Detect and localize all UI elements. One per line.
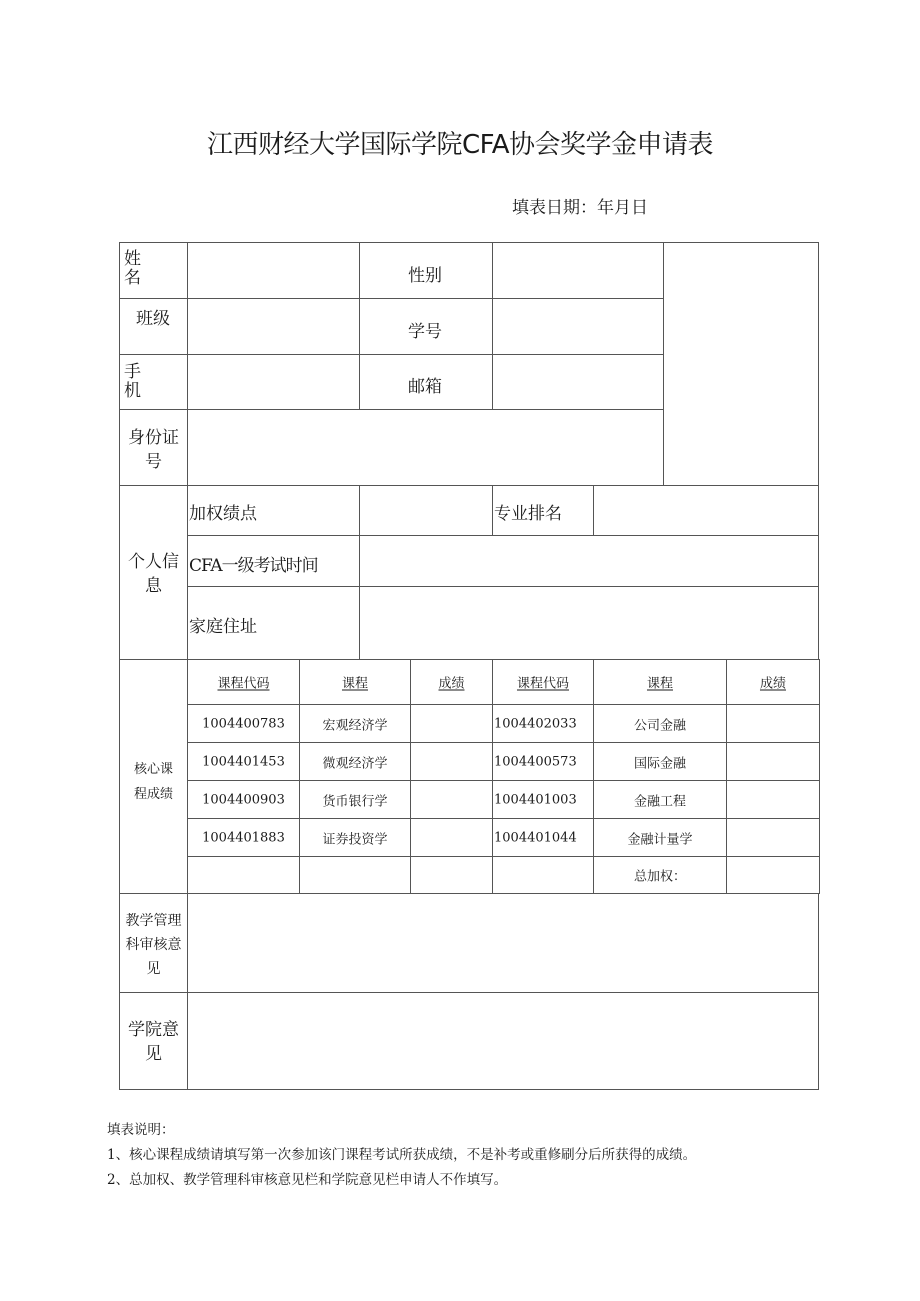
cfa-exam-label: CFA一级考试时间 bbox=[189, 556, 318, 576]
photo-box[interactable] bbox=[663, 242, 819, 486]
course-cell bbox=[187, 818, 300, 857]
empty-cell[interactable] bbox=[299, 856, 411, 894]
course-cell bbox=[593, 704, 727, 743]
course-cell bbox=[593, 818, 727, 857]
course-name: 国际金融 bbox=[633, 756, 686, 771]
address-label-cell bbox=[187, 586, 360, 660]
gender-input[interactable] bbox=[492, 242, 664, 299]
course-header-cell bbox=[726, 659, 820, 705]
course-name: 证券投资学 bbox=[322, 832, 388, 847]
course-header-cell bbox=[492, 659, 594, 705]
course-code: 1004400903 bbox=[202, 792, 285, 807]
class-label: 班级 bbox=[136, 309, 170, 329]
total-weighted-label-cell bbox=[593, 856, 727, 894]
course-cell bbox=[187, 742, 300, 781]
course-name: 金融计量学 bbox=[627, 832, 693, 847]
course-cell bbox=[299, 742, 411, 781]
course-name: 宏观经济学 bbox=[322, 718, 388, 733]
personal-section-label-cell bbox=[119, 485, 188, 660]
course-cell bbox=[492, 818, 594, 857]
college-review-label: 学院意 见 bbox=[128, 1020, 179, 1064]
course-code: 1004400573 bbox=[494, 754, 577, 769]
course-cell bbox=[492, 704, 594, 743]
email-label-cell bbox=[359, 354, 493, 410]
student-id-input[interactable] bbox=[492, 298, 664, 355]
course-code: 1004400783 bbox=[202, 716, 285, 731]
course-cell bbox=[299, 780, 411, 819]
id-card-input[interactable] bbox=[187, 409, 664, 486]
student-id-label: 学号 bbox=[408, 322, 442, 342]
grade-input[interactable] bbox=[726, 780, 820, 819]
name-label: 姓 名 bbox=[124, 249, 141, 288]
grade-input[interactable] bbox=[726, 742, 820, 781]
course-header-cell bbox=[593, 659, 727, 705]
course-cell bbox=[492, 742, 594, 781]
empty-cell[interactable] bbox=[492, 856, 594, 894]
form-notes bbox=[107, 1118, 696, 1193]
courses-section-label: 核心课 程成绩 bbox=[133, 762, 173, 802]
course-header-label: 课程代码 bbox=[516, 676, 569, 692]
grade-input[interactable] bbox=[410, 780, 493, 819]
gpa-label-cell bbox=[187, 485, 360, 536]
gender-label-cell bbox=[359, 242, 493, 299]
major-rank-input[interactable] bbox=[593, 485, 819, 536]
course-name: 微观经济学 bbox=[322, 756, 388, 771]
class-input[interactable] bbox=[187, 298, 360, 355]
course-cell bbox=[593, 780, 727, 819]
id-card-label-cell bbox=[119, 409, 188, 486]
email-label: 邮箱 bbox=[408, 377, 442, 397]
address-input[interactable] bbox=[359, 586, 819, 660]
college-review-input[interactable] bbox=[187, 992, 819, 1090]
total-weighted-input[interactable] bbox=[726, 856, 820, 894]
grade-input[interactable] bbox=[410, 818, 493, 857]
course-header-label: 课程 bbox=[646, 676, 673, 692]
grade-input[interactable] bbox=[726, 704, 820, 743]
id-card-label: 身份证 号 bbox=[128, 428, 179, 472]
course-cell bbox=[187, 704, 300, 743]
gender-label: 性别 bbox=[408, 266, 442, 286]
admin-review-input[interactable] bbox=[187, 893, 819, 993]
course-header-cell bbox=[299, 659, 411, 705]
course-cell bbox=[299, 704, 411, 743]
course-header-label: 成绩 bbox=[438, 676, 465, 692]
cfa-exam-input[interactable] bbox=[359, 535, 819, 587]
phone-label-cell bbox=[119, 354, 188, 410]
course-cell bbox=[492, 780, 594, 819]
cfa-exam-label-cell bbox=[187, 535, 360, 587]
personal-section-label: 个人信 息 bbox=[128, 552, 179, 596]
course-name: 总加权： bbox=[633, 869, 686, 885]
name-input[interactable] bbox=[187, 242, 360, 299]
college-review-label-cell bbox=[119, 992, 188, 1090]
admin-review-label: 教学管理 科审核意 见 bbox=[125, 913, 182, 977]
course-code: 1004401453 bbox=[202, 754, 285, 769]
course-cell bbox=[593, 742, 727, 781]
fill-date-label: 填表日期：年月日 bbox=[512, 198, 648, 218]
course-code: 1004401044 bbox=[494, 830, 577, 845]
course-header-cell bbox=[187, 659, 300, 705]
phone-input[interactable] bbox=[187, 354, 360, 410]
course-header-label: 课程代码 bbox=[217, 676, 270, 692]
address-label: 家庭住址 bbox=[189, 617, 257, 637]
notes-heading: 填表说明： bbox=[107, 1122, 175, 1138]
grade-input[interactable] bbox=[410, 704, 493, 743]
empty-cell[interactable] bbox=[187, 856, 300, 894]
note-item: 2、总加权、教学管理科审核意见栏和学院意见栏申请人不作填写。 bbox=[107, 1172, 508, 1188]
major-rank-label-cell bbox=[492, 485, 594, 536]
gpa-label: 加权绩点 bbox=[189, 504, 257, 524]
course-code: 1004401003 bbox=[494, 792, 577, 807]
class-label-cell bbox=[119, 298, 188, 355]
note-item: 1、核心课程成绩请填写第一次参加该门课程考试所获成绩，不是补考或重修刷分后所获得的成绩。 bbox=[107, 1147, 697, 1163]
form-title: 江西财经大学国际学院CFA协会奖学金申请表 bbox=[206, 130, 713, 160]
name-label-cell bbox=[119, 242, 188, 299]
empty-cell[interactable] bbox=[410, 856, 493, 894]
courses-section-label-cell bbox=[119, 659, 188, 894]
major-rank-label: 专业排名 bbox=[494, 504, 562, 524]
course-code: 1004401883 bbox=[202, 830, 285, 845]
course-name: 公司金融 bbox=[633, 718, 686, 733]
course-code: 1004402033 bbox=[494, 716, 577, 731]
phone-label: 手 机 bbox=[124, 362, 141, 401]
course-name: 货币银行学 bbox=[322, 794, 388, 809]
course-cell bbox=[187, 780, 300, 819]
course-header-cell bbox=[410, 659, 493, 705]
student-id-label-cell bbox=[359, 298, 493, 355]
course-header-label: 课程 bbox=[341, 676, 368, 692]
grade-input[interactable] bbox=[410, 742, 493, 781]
course-name: 金融工程 bbox=[633, 794, 686, 809]
gpa-input[interactable] bbox=[359, 485, 493, 536]
course-header-label: 成绩 bbox=[759, 676, 786, 692]
course-cell bbox=[299, 818, 411, 857]
email-input[interactable] bbox=[492, 354, 664, 410]
grade-input[interactable] bbox=[726, 818, 820, 857]
admin-review-label-cell bbox=[119, 893, 188, 993]
